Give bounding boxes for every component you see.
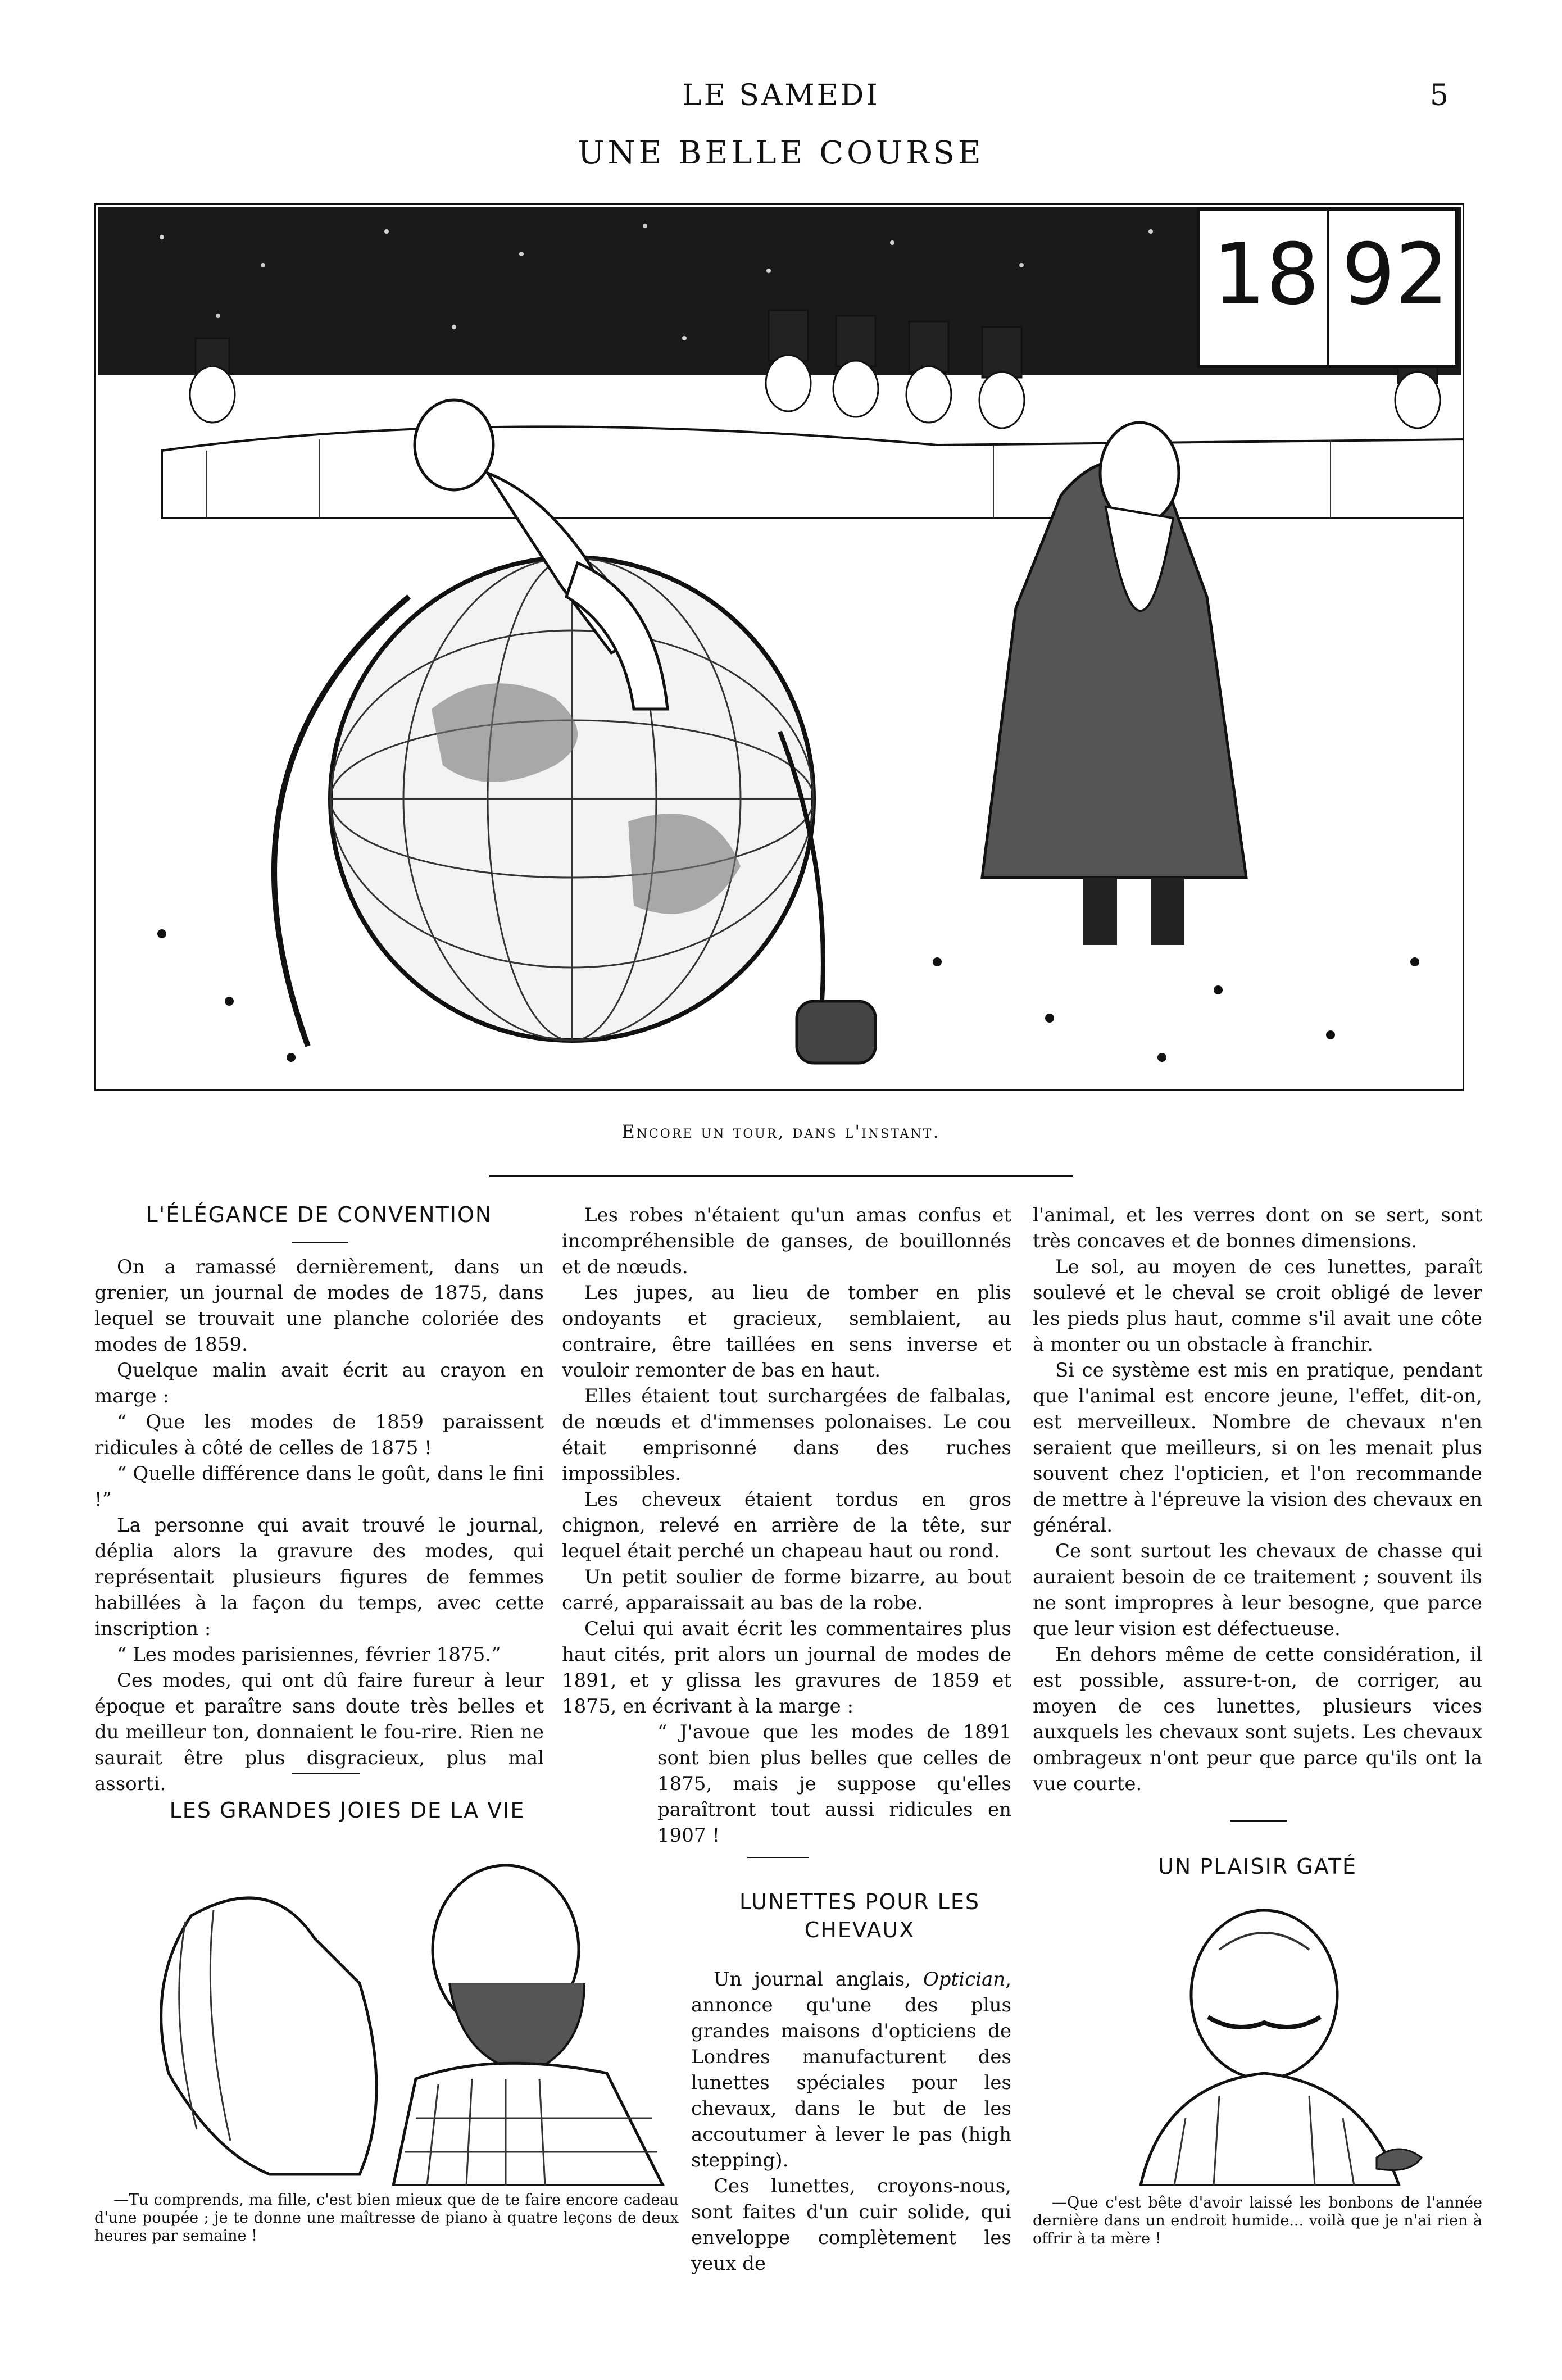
paragraph: La personne qui avait trouvé le journal, déplia alors la gravure des modes, qui représentait plusieurs figures de femmes habillées à la façon du temps, avec cette inscription : [94,1514,544,1640]
paragraph: Le sol, au moyen de ces lunettes, paraît soulevé et le cheval se croit obligé de lever les pieds plus haut, comme s'il avait une côte à monter ou un obstacle à franchir. [1033,1256,1482,1356]
cartoon-man-with-mustache [1051,1893,1478,2186]
paragraph: Celui qui avait écrit les commentaires plus haut cités, prit alors un journal de modes de 1891, et y glissa les gravures de 1859 et 1875, en écrivant à la marge : [562,1618,1011,1718]
paragraph: Ces modes, qui ont dû faire fureur à leur époque et paraître sans doute très belles et du meilleur ton, donnaient le fou-rire. Rien ne saurait être plus disgracieux, plus mal assorti. [94,1669,544,1795]
paragraph: Un petit soulier de forme bizarre, au bout carré, apparaissait au bas de la robe. [562,1566,1011,1614]
year-sign-right: 92 [1341,226,1449,324]
divider-rule [747,1857,809,1858]
column-1-text [94,1254,544,1797]
journal-name: Optician [923,1968,1006,1991]
paragraph: “ J'avoue que les modes de 1891 sont bien plus belles que celles de 1875, mais je suppose qu'elles paraîtront tout aussi ridicules en 1907 ! [657,1721,1011,1847]
paragraph: En dehors même de cette considération, il est possible, assure-t-on, de corriger, au moyen de ces lunettes, plusieurs vices auxquels les chevaux sont sujets. Les chevaux ombrageux n'ont peur que parce qu'ils ont la vue courte. [1033,1643,1482,1795]
paragraph: Les jupes, au lieu de tomber en plis ondoyants et gracieux, semblaient, au contraire, être taillées en sens inverse et vouloir remonter de bas en haut. [562,1282,1011,1382]
caption-text: —Tu comprends, ma fille, c'est bien mieux que de te faire encore cadeau d'une poupée ; je te donne une maîtresse de piano à quatre leçons de deux heures par semaine ! [94,2191,679,2245]
text-span: , annonce qu'une des plus grandes maisons d'opticiens de Londres manufacturent des lunettes spéciales pour les chevaux, dans le but de les accoutumer à lever le pas (high stepping). [691,1968,1011,2172]
heading-lunettes: LUNETTES POUR LES CHEVAUX [739,1890,980,1942]
page-number: 5 [1430,79,1449,112]
paragraph: Quelque malin avait écrit au crayon en marge : [94,1359,544,1407]
paragraph: “ Quelle différence dans le goût, dans le fini !” [94,1462,544,1511]
lunettes-text [691,1966,1011,2277]
paragraph: Ce sont surtout les chevaux de chasse qui auraient besoin de ce traitement ; souvent ils ne sont impropres à leur besogne, que parce que leur vision est défectueuse. [1033,1540,1482,1640]
illustration-caption: Encore un tour, dans l'instant. [621,1121,941,1142]
divider-rule [292,1242,348,1243]
column-3-text [1033,1202,1482,1797]
paragraph: l'animal, et les verres dont on se sert, sont très concaves et de bonnes dimensions. [1033,1204,1482,1252]
paragraph: “ Que les modes de 1859 paraissent ridicules à côté de celles de 1875 ! [94,1411,544,1459]
column-2-text [562,1202,1011,1848]
cartoon-caption-2 [1033,2194,1482,2248]
cartoon-caption-1 [94,2191,679,2245]
cartoon-father-daughter [101,1837,680,2186]
paragraph: On a ramassé dernièrement, dans un grenier, un journal de modes de 1875, dans lequel se trouvait une planche coloriée des modes de 1859. [94,1256,544,1356]
heading-plaisir-gate: UN PLAISIR GATÉ [1157,1854,1357,1879]
paragraph: Si ce système est mis en pratique, pendant que l'animal est encore jeune, l'effet, dit-on, est merveilleux. Nombre de chevaux n'en seraient que meilleurs, si on les menait plus souvent chez l'opticien, et l'on recommande de mettre à l'épreuve la vision des chevaux en général. [1033,1359,1482,1537]
caption-text: —Que c'est bête d'avoir laissé les bonbons de l'année dernière dans un endroit humide... voilà que je n'ai rien à offrir à ta mère ! [1033,2194,1482,2247]
paragraph: Ces lunettes, croyons-nous, sont faites d'un cuir solide, qui enveloppe complètement les yeux de [691,2175,1011,2275]
paragraph: Les robes n'étaient qu'un amas confus et incompréhensible de ganses, de bouillonnés et de nœuds. [562,1204,1011,1278]
paragraph: Elles étaient tout surchargées de falbalas, de nœuds et d'immenses polonaises. Le cou était emprisonné dans des ruches impossibles. [562,1385,1011,1485]
divider-rule [292,1773,360,1774]
paragraph [691,1966,1011,2173]
heading-grandes-joies: LES GRANDES JOIES DE LA VIE [169,1798,525,1823]
running-title: LE SAMEDI [682,79,880,112]
year-sign-left: 18 [1212,226,1320,324]
paragraph: Les cheveux étaient tordus en gros chignon, relevé en arrière de la tête, sur lequel était perché un chapeau haut ou rond. [562,1488,1011,1563]
text-span: Un journal anglais, [714,1968,923,1991]
main-title: UNE BELLE COURSE [578,135,984,171]
paragraph: “ Les modes parisiennes, février 1875.” [117,1643,501,1666]
divider-rule [489,1175,1073,1177]
heading-elegance: L'ÉLÉGANCE DE CONVENTION [146,1202,493,1227]
divider-rule [1230,1820,1287,1822]
main-illustration [94,203,1464,1091]
